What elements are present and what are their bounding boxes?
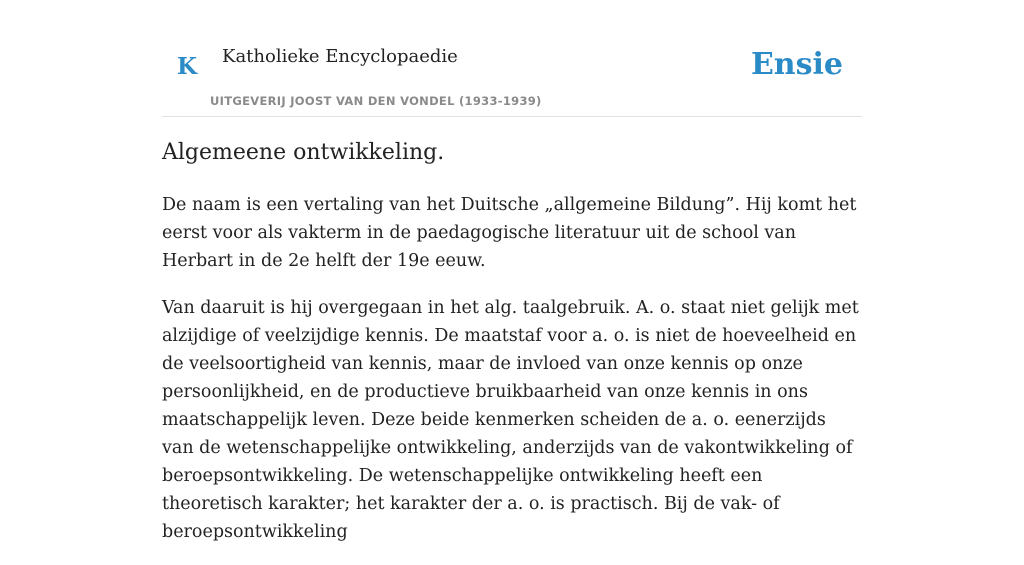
publisher-label: UITGEVERIJ JOOST VAN DEN VONDEL (1933-1939): [210, 94, 542, 108]
article-paragraph: Van daaruit is hij overgegaan in het alg. taalgebruik. A. o. staat niet gelijk met alzijdige of veelzijdige kennis. De maatstaf voor a. o. is niet de hoeveelheid en de veelsoortigheid van kennis, maar de invloed van onze kennis op onze persoonlijkheid, en de productieve bruikbaarheid van onze kennis in ons maatschappelijk leven. Deze beide kenmerken scheiden de a. o. eenerzijds van de wetenschappelijke ontwikkeling, anderzijds van de vakontwikkeling of beroepsontwikkeling. De wetenschappelijke ontwikkeling heeft een theoretisch karakter; het karakter der a. o. is practisch. Bij de vak- of beroepsontwikkeling: [162, 297, 859, 542]
ensie-logo-link[interactable]: Ensie: [750, 47, 843, 82]
article-paragraph: De naam is een vertaling van het Duitsche „allgemeine Bildung”. Hij komt het eerst voor als vakterm in de paedagogische literatuur uit de school van Herbart in de 2e helft der 19e eeuw.: [162, 194, 857, 271]
article: [162, 138, 862, 565]
encyclopedia-title-link[interactable]: Katholieke Encyclopaedie: [222, 46, 458, 67]
site-header: [162, 0, 862, 117]
article-title: Algemeene ontwikkeling.: [162, 140, 445, 165]
encyclopedia-logo-icon[interactable]: K: [177, 53, 197, 80]
